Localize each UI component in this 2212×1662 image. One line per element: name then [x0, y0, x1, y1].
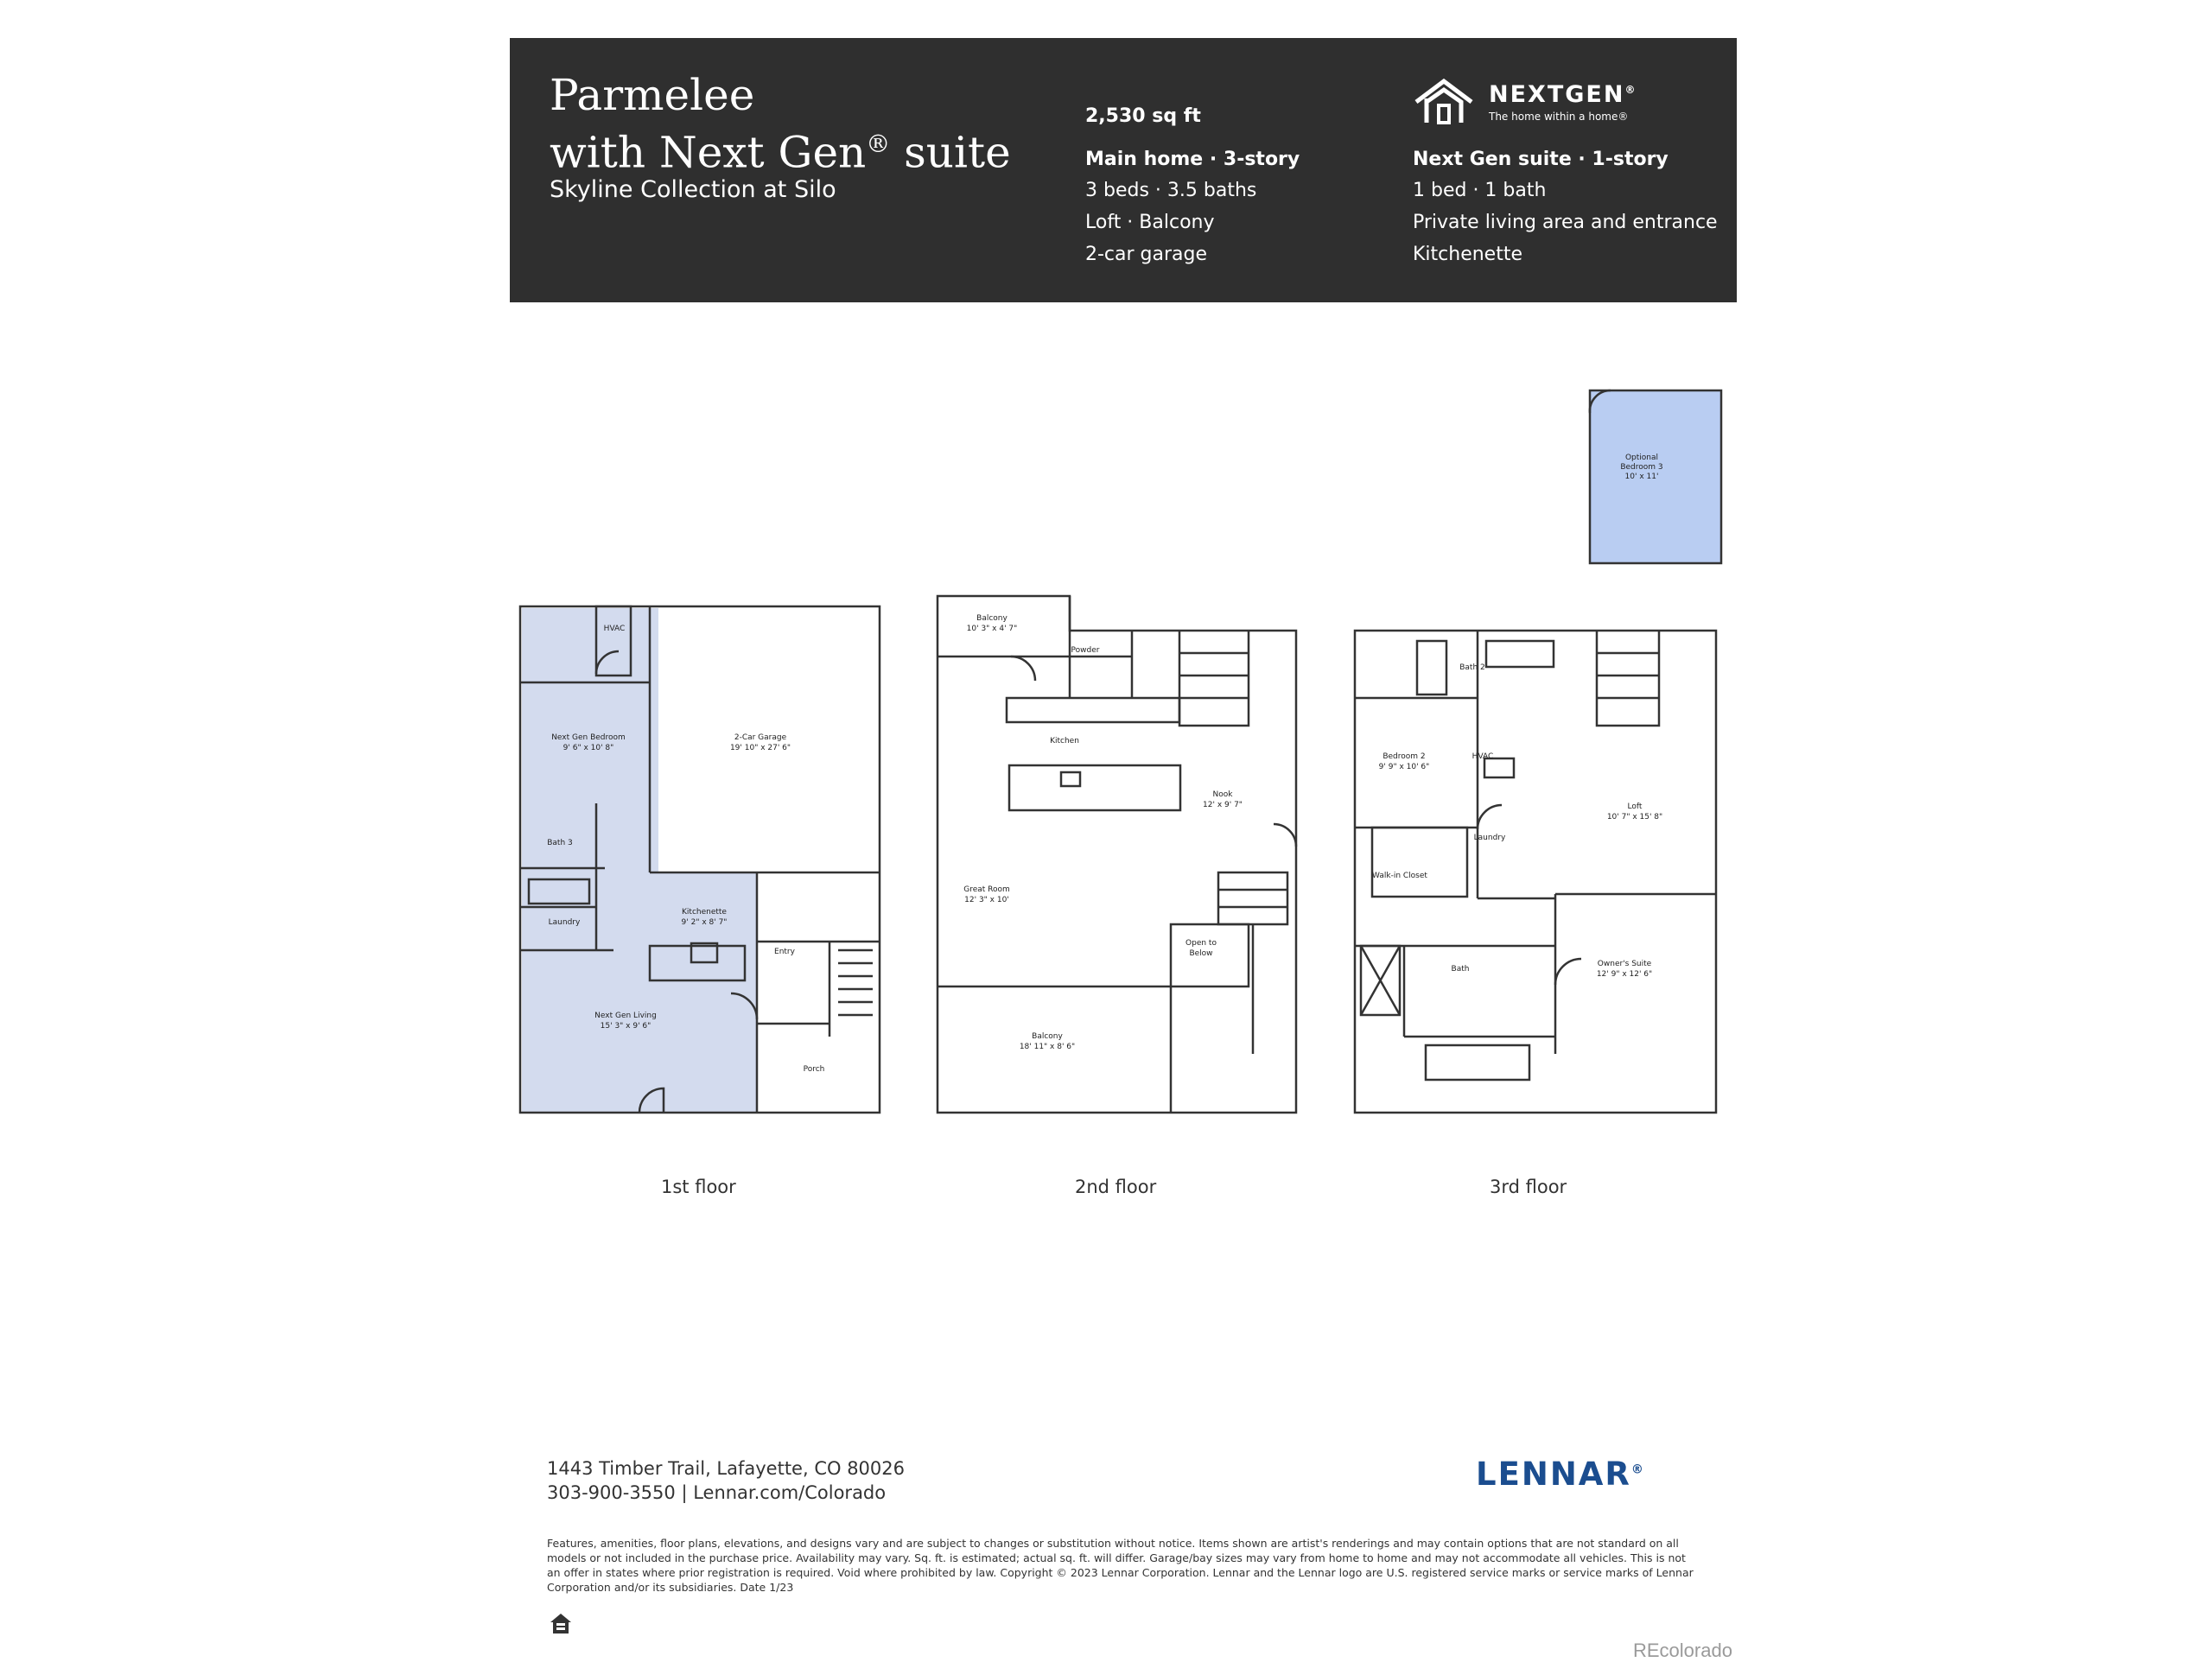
first-floor-garage-label: 2-Car Garage	[734, 733, 787, 742]
second-floor-open-below-label-2: Below	[1189, 949, 1213, 958]
second-floor-balcony-top-dim: 10' 3" x 4' 7"	[966, 625, 1018, 633]
suite-kitchenette: Kitchenette	[1413, 244, 1523, 265]
first-floor-kitchenette-dim: 9' 2" x 8' 7"	[681, 918, 728, 927]
suite-living: Private living area and entrance	[1413, 212, 1718, 233]
third-floor-loft-label: Loft	[1627, 802, 1643, 811]
nextgen-tagline: The home within a home®	[1489, 111, 1629, 123]
suite-beds-baths: 1 bed · 1 bath	[1413, 180, 1547, 201]
first-floor-porch-label: Porch	[803, 1065, 825, 1074]
third-floor-hvac-label: HVAC	[1471, 752, 1494, 761]
third-floor-bath2-label: Bath 2	[1459, 663, 1485, 672]
lennar-logo-text: LENNAR	[1476, 1456, 1631, 1493]
main-home-garage: 2-car garage	[1085, 244, 1208, 265]
plan-subtitle-end: suite	[890, 127, 1011, 178]
third-floor-bath-label: Bath	[1451, 965, 1470, 974]
first-floor-kitchenette-label: Kitchenette	[682, 908, 727, 917]
main-home-heading: Main home · 3-story	[1085, 149, 1300, 170]
third-floor-label: 3rd floor	[1490, 1177, 1567, 1197]
third-floor-loft-dim: 10' 7" x 15' 8"	[1606, 813, 1663, 821]
first-floor-nextgen-living-dim: 15' 3" x 9' 6"	[600, 1022, 652, 1031]
lennar-logo	[1476, 1456, 1645, 1493]
first-floor-label: 1st floor	[661, 1177, 736, 1197]
second-floor-great-room-label: Great Room	[963, 885, 1010, 894]
first-floor-nextgen-bedroom-label: Next Gen Bedroom	[551, 733, 626, 742]
main-home-features: Loft · Balcony	[1085, 212, 1215, 233]
lennar-logo-reg: ®	[1630, 1462, 1645, 1477]
third-floor-laundry-label: Laundry	[1473, 834, 1506, 842]
first-floor-nextgen-area	[522, 608, 757, 1113]
second-floor-balcony-dim: 18' 11" x 8' 6"	[1019, 1043, 1076, 1051]
optional-bedroom-dim: 10' x 11'	[1624, 473, 1659, 481]
plan-title: Parmelee	[550, 70, 755, 120]
legal-disclaimer: Features, amenities, floor plans, elevations, and designs vary and are subject to changes or substitution without notice. Items shown are artist's renderings and may contain options that are not standard on all models or not included in the purchase price. Availability may vary. Sq. ft. is estimated; actual sq. ft. will differ. Garage/bay sizes may vary from home to home and may not accommodate all vehicles. This is not an offer in states where prior registration is required. Void where prohibited by law. Copyright © 2023 Lennar Corporation. Lennar and the Lennar logo are U.S. registered service marks or service marks of Lennar Corporation and/or its subsidiaries. Date 1/23	[547, 1537, 1694, 1594]
third-floor-owners-suite-dim: 12' 9" x 12' 6"	[1596, 970, 1653, 979]
optional-bedroom-label: Optional	[1624, 454, 1659, 462]
second-floor-nook-label: Nook	[1212, 790, 1233, 799]
second-floor-great-room-dim: 12' 3" x 10'	[964, 896, 1009, 904]
second-floor-powder-label: Powder	[1071, 646, 1100, 655]
plan-subtitle-text: with Next Gen	[550, 127, 867, 178]
equal-housing-icon	[548, 1610, 574, 1636]
first-floor-entry-label: Entry	[774, 948, 795, 956]
second-floor-plan	[938, 596, 1296, 1113]
second-floor-balcony-top-label: Balcony	[976, 614, 1007, 623]
nextgen-wordmark-reg: ®	[1624, 84, 1637, 96]
first-floor-nextgen-living-label: Next Gen Living	[594, 1012, 657, 1020]
third-floor-walkin-label: Walk-in Closet	[1372, 872, 1427, 880]
second-floor-kitchen-label: Kitchen	[1050, 737, 1079, 745]
first-floor-plan	[520, 606, 880, 1113]
first-floor-nextgen-bedroom-dim: 9' 6" x 10' 8"	[563, 744, 614, 752]
main-home-beds-baths: 3 beds · 3.5 baths	[1085, 180, 1257, 201]
first-floor-garage-dim: 19' 10" x 27' 6"	[729, 744, 791, 752]
third-floor-owners-suite-label: Owner's Suite	[1597, 960, 1652, 968]
second-floor-label: 2nd floor	[1075, 1177, 1157, 1197]
first-floor-bath3-label: Bath 3	[547, 839, 573, 847]
nextgen-wordmark-text: NEXTGEN	[1489, 81, 1625, 108]
second-floor-balcony-label: Balcony	[1032, 1032, 1063, 1041]
contact-info: 303-900-3550 | Lennar.com/Colorado	[547, 1482, 887, 1503]
plan-subtitle-reg: ®	[866, 130, 891, 158]
first-floor-hvac-label: HVAC	[603, 625, 626, 633]
square-footage: 2,530 sq ft	[1085, 105, 1201, 127]
suite-heading: Next Gen suite · 1-story	[1413, 149, 1669, 170]
community-address: 1443 Timber Trail, Lafayette, CO 80026	[547, 1458, 906, 1479]
second-floor-open-below-label: Open to	[1185, 939, 1217, 948]
third-floor-bedroom2-label: Bedroom 2	[1382, 752, 1426, 761]
third-floor-bedroom2-dim: 9' 9" x 10' 6"	[1378, 763, 1430, 771]
second-floor-nook-dim: 12' x 9' 7"	[1203, 801, 1243, 809]
collection-name: Skyline Collection at Silo	[550, 176, 836, 203]
recolorado-watermark: REcolorado	[1633, 1640, 1732, 1661]
optional-bedroom-label-2: Bedroom 3	[1620, 463, 1663, 472]
first-floor-laundry-label: Laundry	[548, 918, 581, 927]
